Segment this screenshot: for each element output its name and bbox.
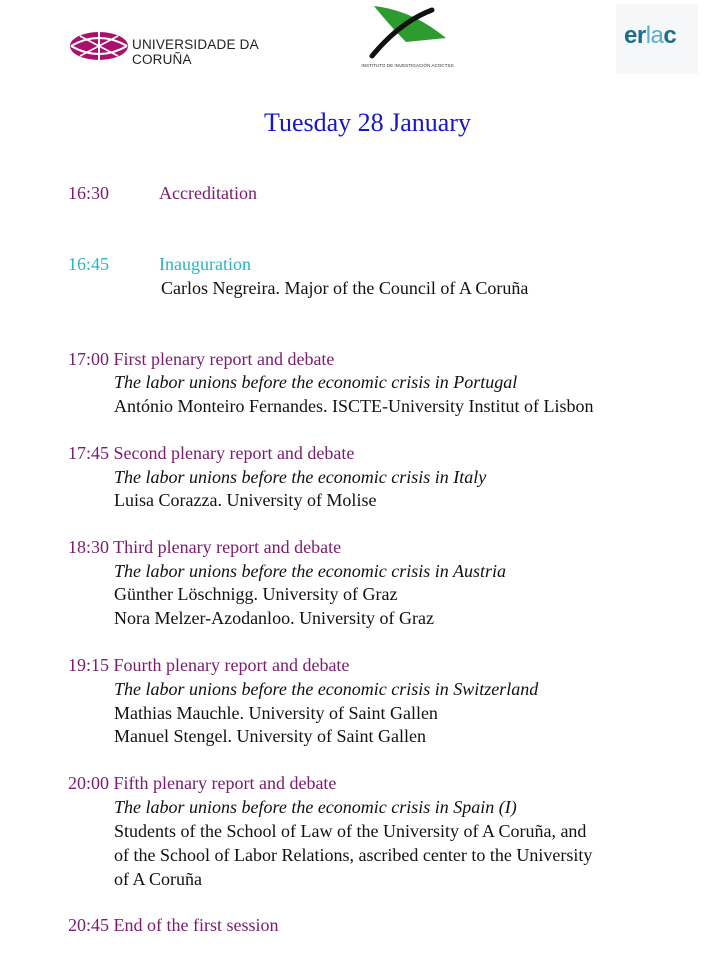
session-heading: 17:45 Second plenary report and debate — [68, 443, 355, 463]
institute-emblem-icon — [360, 4, 455, 62]
university-name: UNIVERSIDADE DA CORUÑA — [132, 37, 259, 67]
session-topic: The labor unions before the economic crisis in Austria — [114, 561, 506, 581]
session-speaker: of the School of Labor Relations, ascribed center to the University — [114, 845, 593, 865]
time-1645: 16:45 — [68, 254, 110, 274]
university-logo — [68, 28, 318, 67]
session-speaker: Luisa Corazza. University of Molise — [114, 490, 377, 510]
session-speaker: Students of the School of Law of the University of A Coruña, and — [114, 821, 587, 841]
session-speaker: of A Coruña — [114, 869, 202, 889]
session-speaker: Mathias Mauchle. University of Saint Gallen — [114, 703, 438, 723]
session-heading: 19:15 Fourth plenary report and debate — [68, 655, 350, 675]
institute-name: INSTITUTO DE INVESTIGACIÓN ACOCTSS — [361, 63, 454, 68]
erlac-logo-text: erlac — [624, 22, 677, 49]
session-heading: 18:30 Third plenary report and debate — [68, 537, 342, 557]
session-heading: 17:00 First plenary report and debate — [68, 349, 335, 369]
label-accreditation: Accreditation — [159, 183, 257, 203]
session-speaker: António Monteiro Fernandes. ISCTE-University Institut of Lisbon — [114, 396, 594, 416]
session-speaker: Manuel Stengel. University of Saint Gallen — [114, 726, 426, 746]
time-1630: 16:30 — [68, 183, 110, 203]
erlac-logo — [616, 4, 698, 74]
session-end: 20:45 End of the first session — [68, 915, 279, 935]
university-emblem-icon — [68, 28, 130, 64]
session-speaker: Günther Löschnigg. University of Graz — [114, 584, 398, 604]
session-topic: The labor unions before the economic crisis in Spain (I) — [114, 797, 517, 817]
page-title: Tuesday 28 January — [263, 108, 472, 137]
session-speaker: Nora Melzer-Azodanloo. University of Graz — [114, 608, 435, 628]
session-topic: The labor unions before the economic crisis in Italy — [114, 467, 487, 487]
session-topic: The labor unions before the economic crisis in Switzerland — [114, 679, 539, 699]
inauguration-speaker: Carlos Negreira. Major of the Council of A Coruña — [161, 278, 529, 298]
institute-logo — [360, 4, 455, 76]
session-topic: The labor unions before the economic crisis in Portugal — [114, 372, 518, 392]
label-inauguration: Inauguration — [159, 254, 251, 274]
session-heading: 20:00 Fifth plenary report and debate — [68, 773, 337, 793]
